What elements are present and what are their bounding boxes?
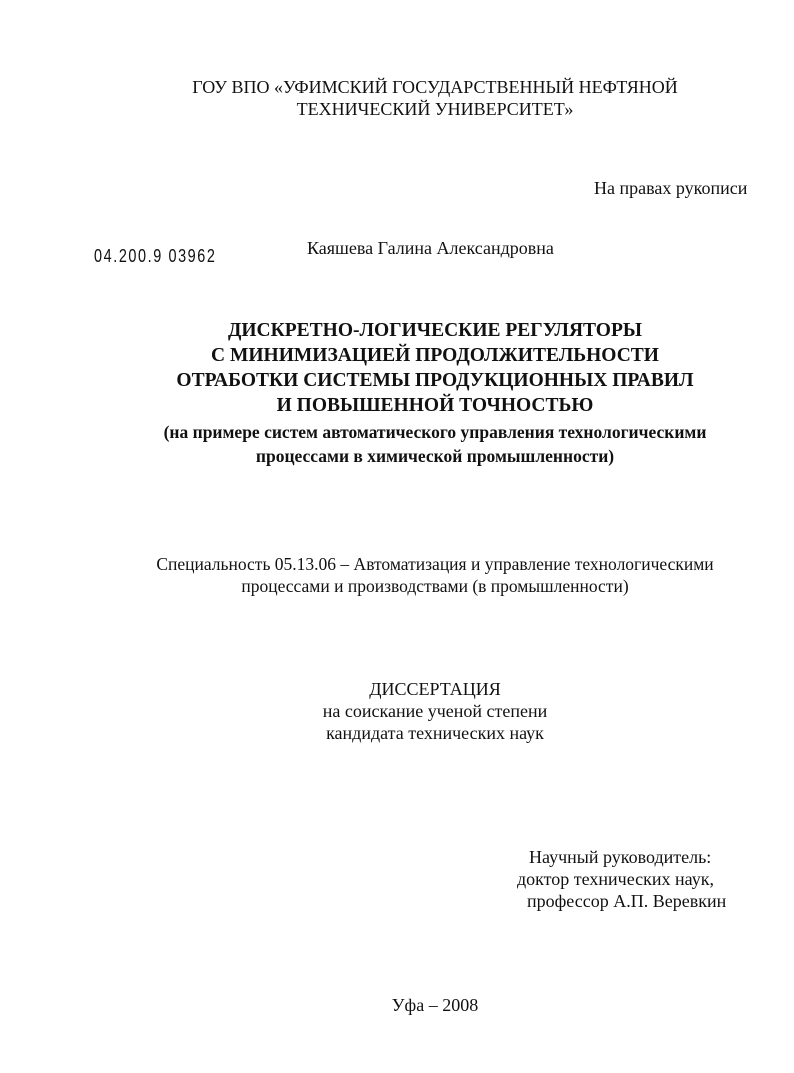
title-line: ДИСКРЕТНО-ЛОГИЧЕСКИЕ РЕГУЛЯТОРЫ xyxy=(227,320,643,341)
author-name: Каяшева Галина Александровна xyxy=(307,238,554,258)
supervisor-line: профессор А.П. Веревкин xyxy=(527,891,727,911)
degree-line: на соискание ученой степени xyxy=(322,701,548,721)
institution xyxy=(0,76,794,120)
subtitle-line: процессами в химической промышленности) xyxy=(255,446,615,466)
subtitle-line: (на примере систем автоматического управления технологическими xyxy=(163,422,707,442)
specialty xyxy=(0,553,794,597)
work-type-block xyxy=(0,678,794,744)
work-type: ДИССЕРТАЦИЯ xyxy=(369,679,501,699)
place-year: Уфа – 2008 xyxy=(391,995,479,1015)
title-line: И ПОВЫШЕННОЙ ТОЧНОСТЬЮ xyxy=(276,395,594,416)
title-line: С МИНИМИЗАЦИЕЙ ПРОДОЛЖИТЕЛЬНОСТИ xyxy=(211,345,659,366)
supervisor-line: Научный руководитель: xyxy=(529,847,712,867)
dissertation-title xyxy=(0,318,794,418)
supervisor-line: доктор технических наук, xyxy=(517,869,714,889)
institution-line: ТЕХНИЧЕСКИЙ УНИВЕРСИТЕТ» xyxy=(296,99,574,119)
manuscript-note: На правах рукописи xyxy=(594,178,748,198)
degree-line: кандидата технических наук xyxy=(326,723,544,743)
registry-code: 04.200.9 03962 xyxy=(94,246,217,266)
title-line: ОТРАБОТКИ СИСТЕМЫ ПРОДУКЦИОННЫХ ПРАВИЛ xyxy=(176,370,694,391)
supervisor xyxy=(517,846,726,912)
subtitle xyxy=(0,420,794,468)
specialty-line: Специальность 05.13.06 – Автоматизация и управление технологическими xyxy=(156,554,714,574)
specialty-line: процессами и производствами (в промышленности) xyxy=(241,576,629,596)
institution-line: ГОУ ВПО «УФИМСКИЙ ГОСУДАРСТВЕННЫЙ НЕФТЯНОЙ xyxy=(192,77,678,97)
